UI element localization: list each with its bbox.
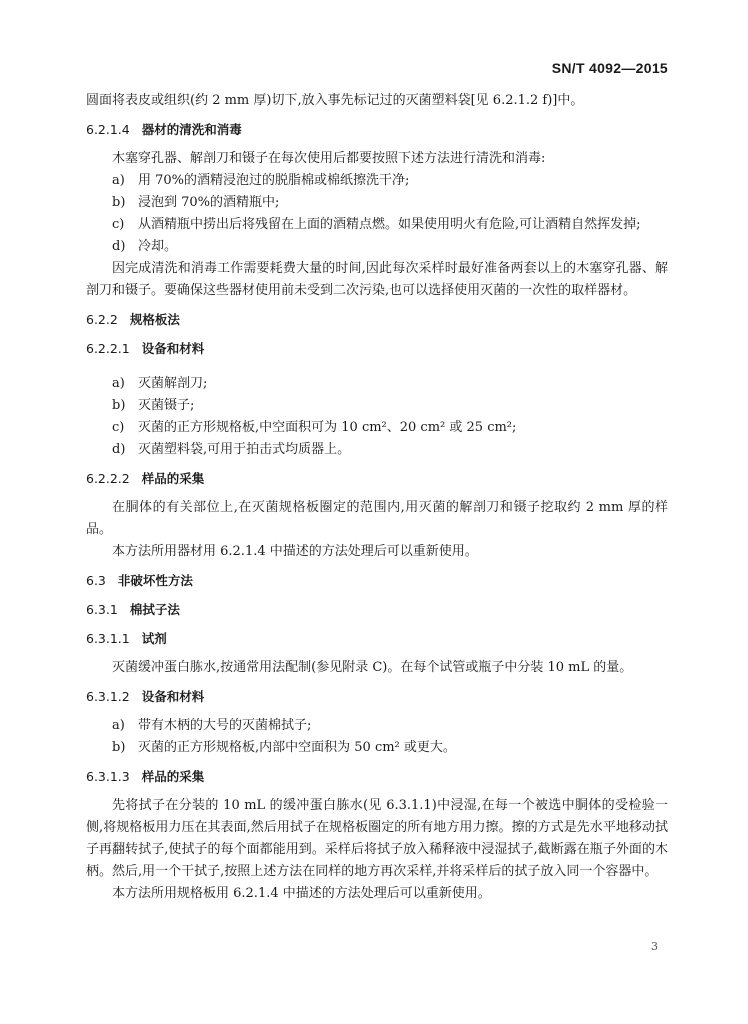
list-marker: b) xyxy=(112,195,126,210)
section-number: 6.3.1.1 xyxy=(86,631,130,646)
list-marker: a) xyxy=(112,376,125,391)
section-number: 6.2.2.1 xyxy=(86,341,130,356)
list-item xyxy=(86,214,668,236)
list-item xyxy=(86,439,668,461)
list-item xyxy=(86,395,668,417)
document-body xyxy=(86,90,668,905)
section-number: 6.2.1.4 xyxy=(86,122,130,137)
paragraph: 先将拭子在分装的 10 mL 的缓冲蛋白胨水(见 6.3.1.1)中浸湿,在每一个被选中胴体的受检验一侧,将规格板用力压在其表面,然后用拭子在规格板圈定的所有地方用力擦。擦的方式是先水平地移动拭子再翻转拭子,使拭子的每个面都能用到。采样后将拭子放入稀释液中浸湿拭子,截断露在瓶子外面的木柄。然后,用一个干拭子,按照上述方法在同样的地方再次采样,并将采样后的拭子放入同一个容器中。 xyxy=(86,798,668,879)
list-item xyxy=(86,737,668,759)
list-marker: d) xyxy=(112,442,126,457)
list-marker: c) xyxy=(112,217,125,232)
section-title: 非破坏性方法 xyxy=(117,573,193,588)
paragraph: 因完成清洗和消毒工作需要耗费大量的时间,因此每次采样时最好准备两套以上的木塞穿孔器、解剖刀和镊子。要确保这些器材使用前未受到二次污染,也可以选择使用灭菌的一次性的取样器材。 xyxy=(86,261,668,298)
page-number: 3 xyxy=(651,940,658,953)
list-item xyxy=(86,417,668,439)
section-heading-6-2-2-2 xyxy=(86,468,668,490)
list-item xyxy=(86,715,668,737)
standard-code: SN/T 4092—2015 xyxy=(551,60,668,76)
section-heading-6-3 xyxy=(86,570,668,592)
section-number: 6.3 xyxy=(86,573,106,588)
list-item xyxy=(86,373,668,395)
section-heading-6-3-1-2 xyxy=(86,686,668,708)
section-heading-6-3-1-1 xyxy=(86,628,668,650)
list-text: 用 70%的酒精浸泡过的脱脂棉或棉纸擦洗干净; xyxy=(138,173,410,188)
list-marker: d) xyxy=(112,239,126,254)
section-heading-6-2-1-4 xyxy=(86,119,668,141)
section-title: 试剂 xyxy=(141,631,167,646)
section-number: 6.3.1.3 xyxy=(86,769,130,784)
section-title: 规格板法 xyxy=(129,312,180,327)
list-marker: a) xyxy=(112,718,125,733)
section-number: 6.2.2.2 xyxy=(86,471,130,486)
list-text: 冷却。 xyxy=(138,239,178,254)
section-number: 6.2.2 xyxy=(86,312,118,327)
list-item xyxy=(86,236,668,258)
paragraph: 灭菌缓冲蛋白胨水,按通常用法配制(参见附录 C)。在每个试管或瓶子中分装 10 mL 的量。 xyxy=(112,660,633,675)
paragraph: 本方法所用规格板用 6.2.1.4 中描述的方法处理后可以重新使用。 xyxy=(112,886,491,901)
list-marker: b) xyxy=(112,740,126,755)
section-heading-6-2-2 xyxy=(86,309,668,331)
paragraph: 圆面将表皮或组织(约 2 mm 厚)切下,放入事先标记过的灭菌塑料袋[见 6.2.1.2 f)]中。 xyxy=(86,93,584,108)
section-number: 6.3.1.2 xyxy=(86,689,130,704)
section-title: 器材的清洗和消毒 xyxy=(141,122,242,137)
list-marker: b) xyxy=(112,398,126,413)
list-item xyxy=(86,192,668,214)
list-text: 从酒精瓶中捞出后将残留在上面的酒精点燃。如果使用明火有危险,可让酒精自然挥发掉; xyxy=(138,217,641,232)
paragraph: 在胴体的有关部位上,在灭菌规格板圈定的范围内,用灭菌的解剖刀和镊子挖取约 2 mm 厚的样品。 xyxy=(86,500,668,537)
list-text: 灭菌镊子; xyxy=(138,398,195,413)
section-title: 样品的采集 xyxy=(141,471,205,486)
paragraph: 木塞穿孔器、解剖刀和镊子在每次使用后都要按照下述方法进行清洗和消毒: xyxy=(112,151,546,166)
paragraph: 本方法所用器材用 6.2.1.4 中描述的方法处理后可以重新使用。 xyxy=(112,544,478,559)
section-heading-6-3-1 xyxy=(86,599,668,621)
section-number: 6.3.1 xyxy=(86,602,118,617)
list-text: 灭菌塑料袋,可用于拍击式均质器上。 xyxy=(138,442,351,457)
section-heading-6-2-2-1 xyxy=(86,338,668,360)
section-title: 设备和材料 xyxy=(141,689,205,704)
list-text: 灭菌解剖刀; xyxy=(138,376,208,391)
list-text: 灭菌的正方形规格板,中空面积可为 10 cm²、20 cm² 或 25 cm²; xyxy=(138,420,517,435)
section-heading-6-3-1-3 xyxy=(86,766,668,788)
list-text: 灭菌的正方形规格板,内部中空面积为 50 cm² 或更大。 xyxy=(138,740,456,755)
section-title: 棉拭子法 xyxy=(129,602,180,617)
list-text: 浸泡到 70%的酒精瓶中; xyxy=(138,195,280,210)
list-marker: c) xyxy=(112,420,125,435)
list-marker: a) xyxy=(112,173,125,188)
section-title: 设备和材料 xyxy=(141,341,205,356)
list-text: 带有木柄的大号的灭菌棉拭子; xyxy=(138,718,312,733)
list-item xyxy=(86,170,668,192)
section-title: 样品的采集 xyxy=(141,769,205,784)
